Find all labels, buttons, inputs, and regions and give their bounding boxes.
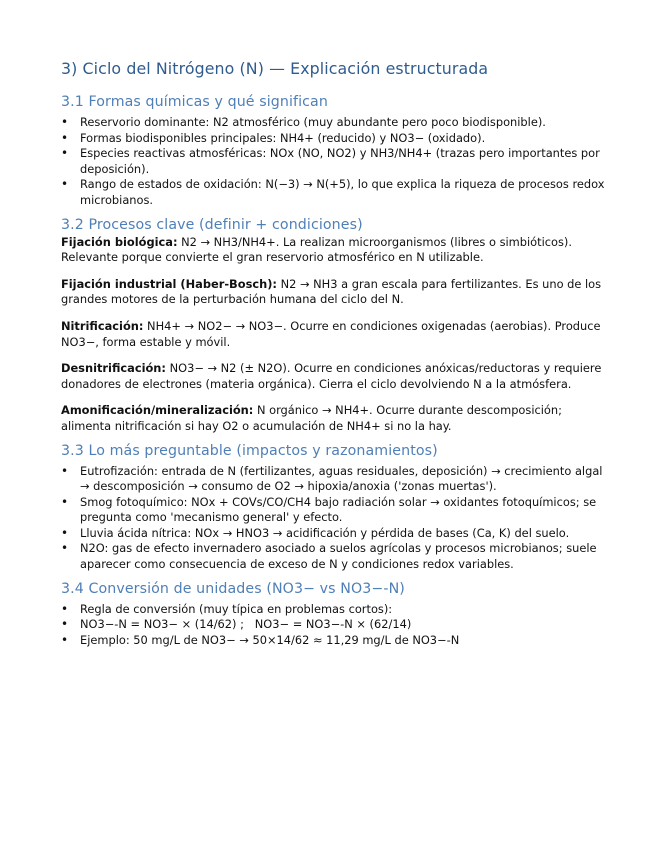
list-item: • Reservorio dominante: N2 atmosférico (muy abundante pero poco biodisponible). — [61, 115, 606, 131]
paragraph-nitrificacion — [61, 319, 606, 350]
list-item: • Ejemplo: 50 mg/L de NO3− → 50×14/62 ≈ 11,29 mg/L de NO3−-N — [61, 633, 606, 649]
page-title: 3) Ciclo del Nitrógeno (N) — Explicación estructurada — [61, 59, 489, 78]
paragraph-text: N2 → NH3 a gran escala para fertilizantes. Es uno de los grandes motores de la perturbación humana del ciclo del N. — [61, 276, 602, 307]
term-label: Nitrificación: — [61, 318, 144, 333]
list-item: • Smog fotoquímico: NOx + COVs/CO/CH4 bajo radiación solar → oxidantes fotoquímicos; se pregunta como 'mecanismo general' y efecto. — [61, 495, 606, 526]
paragraph-fijacion-biologica — [61, 235, 606, 266]
term-label: Fijación biológica: — [61, 234, 178, 249]
list-item: • Eutrofización: entrada de N (fertilizantes, aguas residuales, deposición) → crecimiento algal → descomposición → consumo de O2 → hipoxia/anoxia ('zonas muertas'). — [61, 464, 606, 495]
list-item: • Formas biodisponibles principales: NH4+ (reducido) y NO3− (oxidado). — [61, 131, 606, 147]
list-item: • NO3−-N = NO3− × (14/62) ; NO3− = NO3−-N × (62/14) — [61, 617, 606, 633]
impactos-list — [61, 464, 606, 573]
paragraph-text: NO3− → N2 (± N2O). Ocurre en condiciones anóxicas/reductoras y requiere donadores de electrones (materia orgánica). Cierra el ciclo devolviendo N a la atmósfera. — [61, 361, 602, 391]
term-label: Desnitrificación: — [61, 361, 166, 376]
list-item: • N2O: gas de efecto invernadero asociado a suelos agrícolas y procesos microbianos; suele aparecer como consecuencia de exceso de N y condiciones redox variables. — [61, 541, 606, 572]
term-label: Amonificación/mineralización: — [61, 403, 254, 418]
section-heading-formas: 3.1 Formas químicas y qué significan — [61, 94, 328, 110]
section-heading-procesos: 3.2 Procesos clave (definir + condiciones) — [61, 216, 363, 233]
term-label: Fijación industrial (Haber-Bosch): — [61, 276, 277, 291]
paragraph-text: N orgánico → NH4+. Ocurre durante descomposición; alimenta nitrificación si hay O2 o acumulación de NH4+ si no la hay. — [61, 403, 562, 433]
section-heading-preguntable: 3.3 Lo más preguntable (impactos y razonamientos) — [61, 442, 438, 459]
paragraph-desnitrificacion — [61, 361, 606, 392]
list-item: • Regla de conversión (muy típica en problemas cortos): — [61, 602, 606, 618]
list-item: • Especies reactivas atmosféricas: NOx (NO, NO2) y NH3/NH4+ (trazas pero importantes por deposición). — [61, 146, 606, 177]
formas-list — [61, 115, 606, 209]
document-page — [61, 58, 606, 648]
paragraph-text: NH4+ → NO2− → NO3−. Ocurre en condiciones oxigenadas (aerobias). Produce NO3−, forma estable y móvil. — [61, 318, 601, 349]
list-item: • Lluvia ácida nítrica: NOx → HNO3 → acidificación y pérdida de bases (Ca, K) del suelo. — [61, 526, 606, 542]
section-heading-conversion: 3.4 Conversión de unidades (NO3− vs NO3−-N) — [61, 580, 405, 597]
paragraph-text: N2 → NH3/NH4+. La realizan microorganismos (libres o simbióticos). Relevante porque convierte el gran reservorio atmosférico en N utilizable. — [61, 234, 572, 265]
paragraph-fijacion-industrial — [61, 277, 606, 308]
paragraph-amonificacion — [61, 403, 606, 434]
conversion-list — [61, 602, 606, 649]
list-item: • Rango de estados de oxidación: N(−3) → N(+5), lo que explica la riqueza de procesos redox microbianos. — [61, 177, 606, 208]
